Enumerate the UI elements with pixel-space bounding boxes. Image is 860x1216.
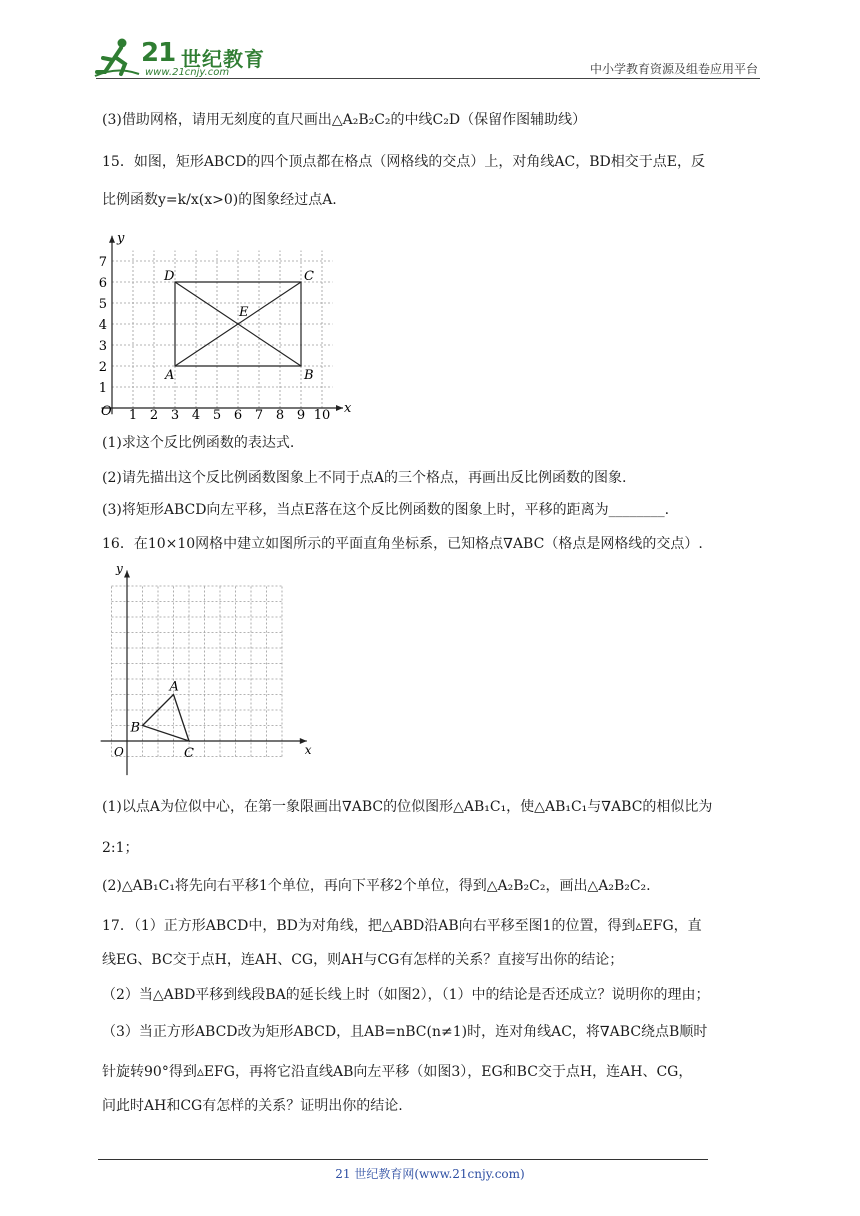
text-line-6: (3)将矩形ABCD向左平移，当点E落在这个反比例函数的图象上时，平移的距离为________. — [102, 502, 670, 518]
text-line-15: 针旋转90°得到▵EFG，再将它沿直线AB向左平移（如图3），EG和BC交于点H，连AH、CG， — [102, 1064, 693, 1080]
y-tick-label: 2 — [98, 360, 107, 375]
text-line-13: （2）当△ABD平移到线段BA的延长线上时（如图2），（1）中的结论是否还成立？说明你的理由； — [102, 987, 710, 1003]
point-label-b: B — [304, 368, 314, 383]
text-line-2: 15．如图，矩形ABCD的四个顶点都在格点（网格线的交点）上，对角线AC，BD相交于点E，反 — [102, 154, 705, 170]
x-tick-label: 1 — [128, 408, 138, 423]
point-label-a: A — [165, 368, 175, 383]
y-axis-arrow-icon — [109, 236, 115, 243]
x-tick-label: 3 — [170, 408, 180, 423]
x-tick-label: 8 — [275, 408, 285, 423]
text-line-4: (1)求这个反比例函数的表达式. — [102, 435, 295, 451]
x-tick-label: 10 — [313, 408, 331, 423]
x-axis-arrow-icon — [336, 405, 343, 411]
y-axis-arrow-icon — [124, 571, 130, 578]
logo-number: 21 — [141, 38, 176, 68]
x-axis-label: x — [304, 743, 312, 757]
site-logo — [95, 36, 265, 82]
triangle-abc — [143, 695, 190, 742]
text-line-11: 17．（1）正方形ABCD中，BD为对角线，把△ABD沿AB向右平移至图1的位置，得到▵EFG，直 — [102, 918, 702, 934]
text-line-1: (3)借助网格，请用无刻度的直尺画出△A₂B₂C₂的中线C₂D（保留作图辅助线） — [102, 112, 587, 128]
text-line-3: 比例函数y=k/x(x>0)的图象经过点A. — [102, 192, 337, 208]
text-line-10: (2)△AB₁C₁将先向右平移1个单位，再向下平移2个单位，得到△A₂B₂C₂，画出△A₂B₂C₂. — [102, 878, 651, 894]
text-line-5: (2)请先描出这个反比例函数图象上不同于点A的三个格点，再画出反比例函数的图象. — [102, 470, 627, 486]
y-tick-label: 6 — [98, 276, 107, 291]
header-divider — [96, 78, 760, 79]
text-line-9: 2:1； — [102, 840, 139, 856]
y-axis-label: y — [117, 230, 125, 246]
x-tick-label: 5 — [212, 408, 222, 423]
point-label-c: C — [304, 269, 314, 284]
y-tick-label: 4 — [98, 318, 107, 333]
y-tick-label: 7 — [98, 255, 107, 270]
x-tick-label: 6 — [233, 408, 243, 423]
y-axis-label: y — [116, 561, 123, 576]
y-tick-label: 3 — [98, 339, 107, 354]
y-tick-label: 1 — [98, 381, 107, 396]
runner-logo-icon — [95, 36, 141, 80]
origin-label: O — [114, 745, 124, 759]
footer-text: 21 世纪教育网(www.21cnjy.com) — [335, 1167, 525, 1181]
point-label-b: B — [130, 720, 141, 736]
text-line-8: (1)以点A为位似中心，在第一象限画出∇ABC的位似图形△AB₁C₁，使△AB₁C₁与∇ABC的相似比为 — [102, 799, 713, 815]
point-label-c: C — [184, 746, 194, 761]
point-label-d: D — [164, 269, 175, 284]
x-axis-label: x — [344, 401, 352, 416]
x-tick-label: 2 — [149, 408, 159, 423]
logo-text: 世纪教育 — [181, 47, 265, 71]
figure-rectangle-grid — [98, 225, 360, 423]
y-tick-label: 5 — [98, 297, 107, 312]
text-line-16: 问此时AH和CG有怎样的关系？证明出你的结论. — [102, 1098, 403, 1114]
x-tick-label: 4 — [191, 408, 201, 423]
point-label-a: A — [169, 679, 179, 695]
figure-triangle-grid — [100, 561, 312, 780]
footer-divider — [98, 1159, 708, 1160]
header-slogan: 中小学教育资源及组卷应用平台 — [589, 62, 758, 76]
text-line-14: （3）当正方形ABCD改为矩形ABCD，且AB=nBC(n≠1)时，连对角线AC，将∇ABC绕点B顺时 — [102, 1024, 708, 1040]
x-tick-label: 7 — [254, 408, 264, 423]
x-tick-label: 9 — [296, 408, 306, 423]
logo-url: www.21cnjy.com — [145, 67, 230, 78]
text-line-12: 线EG、BC交于点H，连AH、CG，则AH与CG有怎样的关系？直接写出你的结论； — [102, 952, 624, 968]
text-line-7: 16．在10×10网格中建立如图所示的平面直角坐标系，已知格点∇ABC（格点是网格线的交点）. — [102, 536, 703, 552]
point-label-e: E — [239, 305, 249, 320]
origin-label: O — [101, 404, 112, 419]
